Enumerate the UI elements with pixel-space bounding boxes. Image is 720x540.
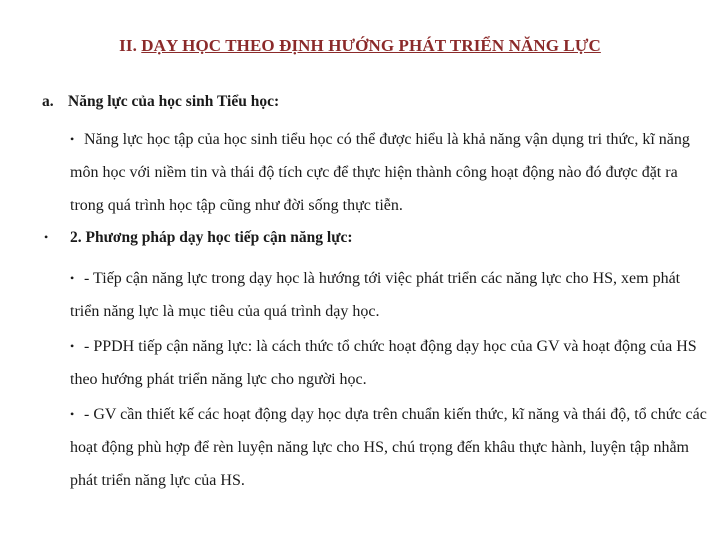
bullet-icon: • <box>70 271 75 285</box>
section-a-body: Năng lực học tập của học sinh tiểu học có thể được hiểu là khả năng vận dụng tri thức, kĩ năng môn học với niềm tin và thái độ tích cực để thực hiện thành công hoạt động nào đó được đặt ra trong quá trình học tập cũng như đời sống thực tiễn. <box>70 131 690 214</box>
section-2-item-3 <box>70 398 710 497</box>
section-2-item-2 <box>70 330 710 396</box>
slide-title <box>0 36 720 56</box>
section-2-item-2-text: - PPDH tiếp cận năng lực: là cách thức tổ chức hoạt động dạy học của GV và hoạt động của HS theo hướng phát triển năng lực cho người học. <box>70 338 697 388</box>
title-text: DẠY HỌC THEO ĐỊNH HƯỚNG PHÁT TRIỂN NĂNG LỰC <box>141 36 601 55</box>
bullet-icon: • <box>44 230 49 244</box>
bullet-icon: • <box>70 407 75 421</box>
title-prefix: II. <box>119 36 142 55</box>
section-2-item-3-text: - GV cần thiết kế các hoạt động dạy học dựa trên chuẩn kiến thức, kĩ năng và thái độ, tổ chức các hoạt động phù hợp để rèn luyện năng lực cho HS, chú trọng đến khâu thực hành, luyện tập nhằm phát triển năng lực của HS. <box>70 406 707 489</box>
section-a-heading <box>42 93 279 111</box>
section-2-item-1-text: - Tiếp cận năng lực trong dạy học là hướng tới việc phát triển các năng lực cho HS, xem phát triển năng lực là mục tiêu của quá trình dạy học. <box>70 270 681 320</box>
bullet-icon: • <box>70 339 75 353</box>
section-a-paragraph <box>70 123 710 222</box>
section-a-marker: a. <box>42 93 54 110</box>
section-2-heading <box>44 229 353 247</box>
bullet-icon: • <box>70 132 75 146</box>
section-2-heading-text: 2. Phương pháp dạy học tiếp cận năng lực: <box>70 229 353 246</box>
section-a-heading-text: Năng lực của học sinh Tiểu học: <box>68 93 280 110</box>
section-2-item-1 <box>70 262 710 328</box>
